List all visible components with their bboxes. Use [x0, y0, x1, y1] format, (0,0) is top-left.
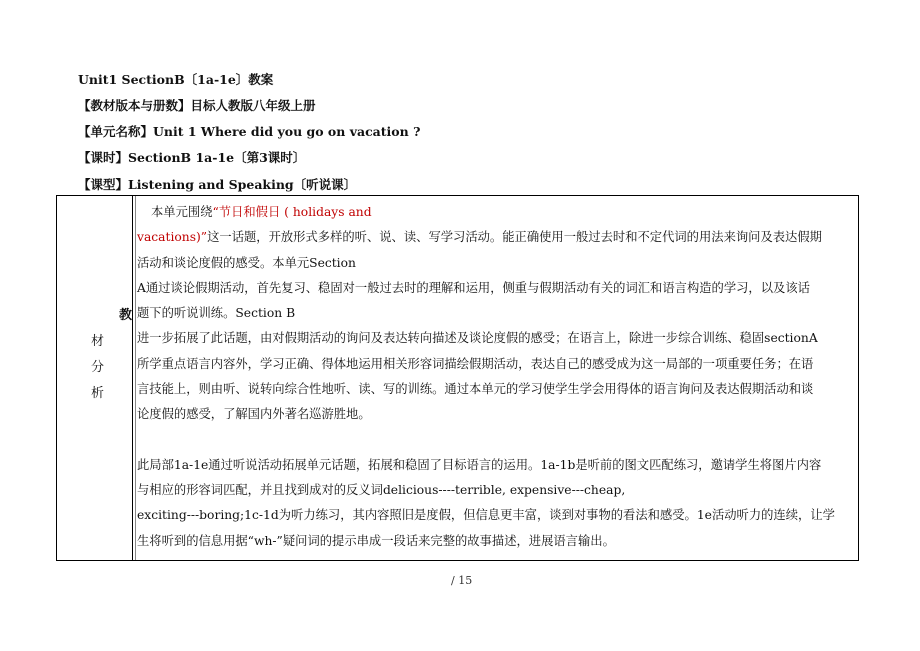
table-divider: [132, 196, 133, 560]
paragraph-line: 与相应的形容词匹配，并且找到成对的反义词delicious----terrible, expensive---cheap,: [137, 482, 626, 497]
analysis-content: [137, 200, 859, 554]
paragraph-line: A通过谈论假期活动，首先复习、稳固对一般过去时的理解和运用，侧重与假期活动有关的词汇和语言构造的学习，以及该话: [137, 280, 810, 295]
textbook-info: 【教材版本与册数】目标人教版八年级上册: [78, 98, 316, 113]
paragraph-line: 活动和谈论度假的感受。本单元Section: [137, 255, 356, 270]
paragraph-line: 此局部1a-1e通过听说活动拓展单元话题，拓展和稳固了目标语言的运用。1a-1b是听前的图文匹配练习，邀请学生将图片内容: [137, 457, 822, 472]
row-label-char-4: 析: [91, 386, 105, 401]
paragraph-line: 进一步拓展了此话题，由对假期活动的询问及表达转向描述及谈论度假的感受；在语言上，除进一步综合训练、稳固sectionA: [137, 331, 818, 346]
highlighted-topic-end: vacations)”: [137, 230, 208, 245]
paragraph-line: 言技能上，则由听、说转向综合性地听、读、写的训练。通过本单元的学习使学生学会用得体的语言询问及表达假期活动和谈: [137, 382, 814, 397]
table-divider-inner: [135, 196, 136, 560]
paragraph-line: [137, 200, 859, 225]
analysis-table: [56, 195, 859, 561]
row-label-char-1: 教: [119, 308, 133, 323]
lesson-type: 【课型】Listening and Speaking〔听说课〕: [78, 177, 357, 192]
text-span: 这一话题，开放形式多样的听、说、读、写学习活动。能正确使用一般过去时和不定代词的用法来询问及表达假期: [207, 230, 822, 245]
paragraph-line: 题下的听说训练。Section B: [137, 306, 296, 321]
paragraph-line: 论度假的感受，了解国内外著名巡游胜地。: [137, 407, 371, 422]
text-span: 本单元围绕: [151, 205, 213, 219]
page-number: / 15: [451, 574, 473, 587]
unit-name: 【单元名称】Unit 1 Where did you go on vacation ?: [78, 124, 421, 139]
row-label-char-3: 分: [91, 360, 105, 375]
paragraph-line: exciting---boring;1c-1d为听力练习，其内容照旧是度假，但信息更丰富，谈到对事物的看法和感受。1e活动听力的连续，让学: [137, 508, 835, 523]
paragraph-line: 生将听到的信息用据“wh-”疑问词的提示串成一段话来完整的故事描述，进展语言输出。: [137, 533, 615, 548]
paragraph-line: 所学重点语言内容外，学习正确、得体地运用相关形容词描绘假期活动，表达自己的感受成为这一局部的一项重要任务；在语: [137, 356, 814, 371]
row-label-char-2: 材: [91, 334, 105, 349]
lesson-period: 【课时】SectionB 1a-1e〔第3课时〕: [78, 150, 306, 165]
paragraph-spacer: [137, 428, 859, 453]
highlighted-topic: “节日和假日 ( holidays and: [212, 205, 372, 219]
paragraph-line: [137, 225, 859, 250]
doc-title: Unit1 SectionB〔1a-1e〕教案: [78, 72, 274, 87]
